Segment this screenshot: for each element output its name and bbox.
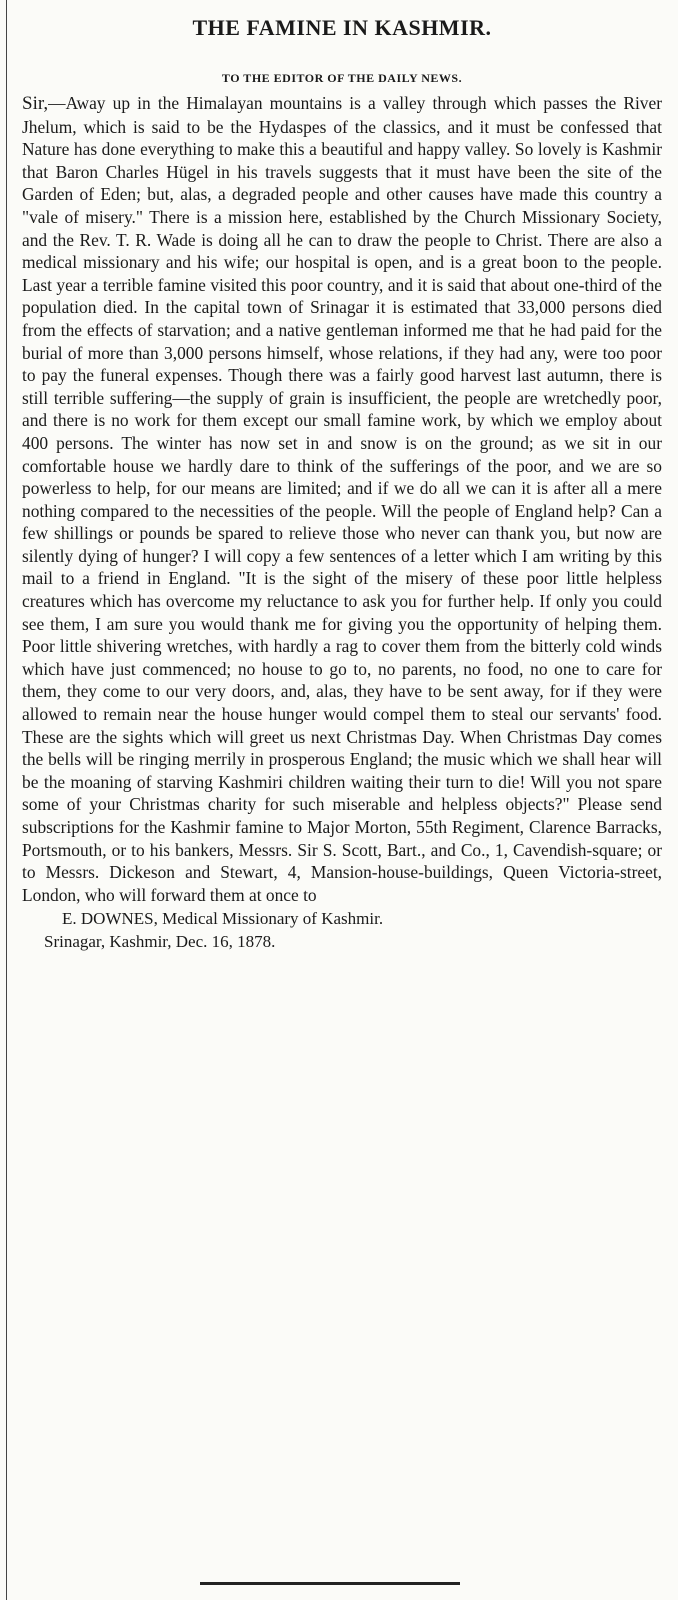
letter-body <box>22 92 662 906</box>
letter-body-text: —Away up in the Himalayan mountains is a valley through which passes the River Jhelum, which is said to be the Hydaspes of the classics, and it must be confessed that Nature has done everything to make this a beautiful and happy valley. So lovely is Kashmir that Baron Charles Hügel in his travels suggests that it must have been the site of the Garden of Eden; but, alas, a degraded people and other causes have made this country a "vale of misery." There is a mission here, established by the Church Missionary Society, and the Rev. T. R. Wade is doing all he can to draw the people to Christ. There are also a medical missionary and his wife; our hospital is open, and is a great boon to the people. Last year a terrible famine visited this poor country, and it is said that about one-third of the population died. In the capital town of Srinagar it is estimated that 33,000 persons died from the effects of starvation; and a native gentleman informed me that he had paid for the burial of more than 3,000 persons himself, whose relations, if they had any, were too poor to pay the funeral expenses. Though there was a fairly good harvest last autumn, there is still terrible suffering—the supply of grain is insufficient, the people are wretchedly poor, and there is no work for them except our small famine work, by which we employ about 400 persons. The winter has now set in and snow is on the ground; as we sit in our comfortable house we hardly dare to think of the sufferings of the poor, and we are so powerless to help, for our means are limited; and if we do all we can it is after all a mere nothing compared to the necessities of the people. Will the people of England help? Can a few shillings or pounds be spared to relieve those who never can thank you, but now are silently dying of hunger? I will copy a few sentences of a letter which I am writing by this mail to a friend in England. "It is the sight of the misery of these poor little helpless creatures which has overcome my reluctance to ask you for further help. If only you could see them, I am sure you would thank me for giving you the opportunity of helping them. Poor little shivering wretches, with hardly a rag to cover them from the bitterly cold winds which have just commenced; no house to go to, no parents, no food, no one to care for them, they come to our very doors, and, alas, they have to be sent away, for if they were allowed to remain near the house hunger would compel them to steal our servants' food. These are the sights which will greet us next Christmas Day. When Christmas Day comes the bells will be ringing merrily in prosperous England; the music which we shall hear will be the moaning of starving Kashmiri children waiting their turn to die! Will you not spare some of your Christmas charity for such miserable and helpless objects?" Please send subscriptions for the Kashmir famine to Major Morton, 55th Regiment, Clarence Barracks, Portsmouth, or to his bankers, Messrs. Sir S. Scott, Bart., and Co., 1, Cavendish-square; or to Messrs. Dickeson and Stewart, 4, Mansion-house-buildings, Queen Victoria-street, London, who will forward them at once to <box>22 93 662 905</box>
signature: E. DOWNES, Medical Missionary of Kashmir. <box>62 909 384 929</box>
bottom-rule <box>200 1582 460 1585</box>
subhead: TO THE EDITOR OF THE DAILY NEWS. <box>221 71 463 85</box>
column-rule <box>6 0 7 1600</box>
salutation: Sir, <box>22 93 49 114</box>
article <box>22 14 662 954</box>
headline: THE FAMINE IN KASHMIR. <box>192 15 492 40</box>
dateline: Srinagar, Kashmir, Dec. 16, 1878. <box>44 931 276 951</box>
